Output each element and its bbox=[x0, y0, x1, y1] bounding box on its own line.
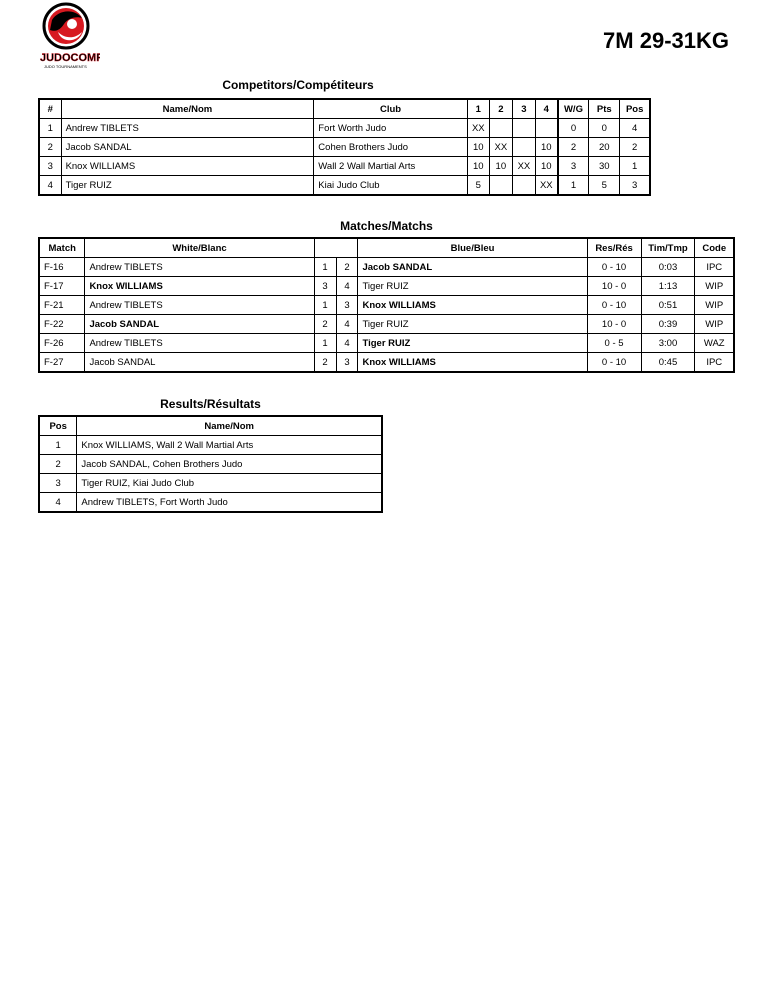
blue-competitor: Tiger RUIZ bbox=[358, 277, 587, 296]
header-wg: W/G bbox=[558, 99, 589, 119]
score-cell: XX bbox=[512, 157, 535, 176]
match-code: WIP bbox=[695, 315, 734, 334]
competitor-num: 2 bbox=[39, 138, 61, 157]
match-code: WIP bbox=[695, 277, 734, 296]
competitor-wg: 3 bbox=[558, 157, 589, 176]
white-number: 2 bbox=[314, 315, 336, 334]
score-cell: XX bbox=[489, 138, 512, 157]
match-result: 0 - 10 bbox=[587, 353, 641, 373]
result-pos: 4 bbox=[39, 493, 77, 513]
header-col-4: 4 bbox=[535, 99, 557, 119]
table-row bbox=[39, 334, 734, 353]
match-code: WIP bbox=[695, 296, 734, 315]
match-time: 0:51 bbox=[641, 296, 695, 315]
match-id: F-27 bbox=[39, 353, 85, 373]
match-id: F-22 bbox=[39, 315, 85, 334]
judocomp-logo bbox=[38, 2, 100, 70]
logo-subtext: JUDO TOURNAMENTS bbox=[44, 64, 87, 69]
match-id: F-16 bbox=[39, 258, 85, 277]
competitor-num: 3 bbox=[39, 157, 61, 176]
table-row bbox=[39, 277, 734, 296]
header-match: Match bbox=[39, 238, 85, 258]
score-cell: 10 bbox=[535, 157, 557, 176]
white-number: 1 bbox=[314, 296, 336, 315]
competitor-club: Wall 2 Wall Martial Arts bbox=[314, 157, 467, 176]
table-row bbox=[39, 157, 650, 176]
table-row bbox=[39, 119, 650, 138]
score-cell: XX bbox=[535, 176, 557, 196]
table-row bbox=[39, 353, 734, 373]
table-row bbox=[39, 474, 382, 493]
table-row bbox=[39, 436, 382, 455]
blue-number: 4 bbox=[336, 315, 358, 334]
white-competitor: Andrew TIBLETS bbox=[85, 258, 314, 277]
table-row bbox=[39, 176, 650, 196]
score-cell: 10 bbox=[467, 157, 489, 176]
table-row bbox=[39, 315, 734, 334]
matches-header-row bbox=[39, 238, 734, 258]
white-competitor: Andrew TIBLETS bbox=[85, 296, 314, 315]
score-cell bbox=[489, 119, 512, 138]
competitor-pos: 3 bbox=[620, 176, 650, 196]
table-row bbox=[39, 493, 382, 513]
blue-number: 4 bbox=[336, 334, 358, 353]
white-number: 1 bbox=[314, 334, 336, 353]
logo-emblem-icon bbox=[38, 2, 100, 70]
competitors-table bbox=[38, 98, 651, 196]
competitors-header-row bbox=[39, 99, 650, 119]
competitor-name: Andrew TIBLETS bbox=[61, 119, 314, 138]
competitor-wg: 1 bbox=[558, 176, 589, 196]
results-title: Results/Résultats bbox=[160, 397, 261, 411]
score-cell: 10 bbox=[467, 138, 489, 157]
competitor-pts: 20 bbox=[589, 138, 620, 157]
logo-text: JUDOCOMP bbox=[40, 52, 100, 64]
match-id: F-26 bbox=[39, 334, 85, 353]
match-result: 10 - 0 bbox=[587, 277, 641, 296]
result-name: Tiger RUIZ, Kiai Judo Club bbox=[77, 474, 382, 493]
category-title: 7M 29-31KG bbox=[603, 28, 729, 53]
match-id: F-21 bbox=[39, 296, 85, 315]
header-name: Name/Nom bbox=[61, 99, 314, 119]
match-code: IPC bbox=[695, 353, 734, 373]
white-number: 3 bbox=[314, 277, 336, 296]
match-result: 0 - 10 bbox=[587, 258, 641, 277]
match-time: 0:39 bbox=[641, 315, 695, 334]
competitor-club: Kiai Judo Club bbox=[314, 176, 467, 196]
blue-competitor: Tiger RUIZ bbox=[358, 315, 587, 334]
header-code: Code bbox=[695, 238, 734, 258]
match-result: 10 - 0 bbox=[587, 315, 641, 334]
competitor-wg: 0 bbox=[558, 119, 589, 138]
header-pts: Pts bbox=[589, 99, 620, 119]
competitor-club: Fort Worth Judo bbox=[314, 119, 467, 138]
score-cell bbox=[535, 119, 557, 138]
header-blue: Blue/Bleu bbox=[358, 238, 587, 258]
header-col-2: 2 bbox=[489, 99, 512, 119]
competitor-pos: 1 bbox=[620, 157, 650, 176]
competitor-num: 1 bbox=[39, 119, 61, 138]
result-pos: 3 bbox=[39, 474, 77, 493]
competitor-pos: 2 bbox=[620, 138, 650, 157]
score-cell bbox=[512, 176, 535, 196]
header-spacer bbox=[336, 238, 358, 258]
header-white: White/Blanc bbox=[85, 238, 314, 258]
competitor-wg: 2 bbox=[558, 138, 589, 157]
header-club: Club bbox=[314, 99, 467, 119]
competitor-name: Jacob SANDAL bbox=[61, 138, 314, 157]
white-competitor: Knox WILLIAMS bbox=[85, 277, 314, 296]
score-cell: 5 bbox=[467, 176, 489, 196]
table-row bbox=[39, 258, 734, 277]
blue-competitor: Tiger RUIZ bbox=[358, 334, 587, 353]
competitor-pts: 0 bbox=[589, 119, 620, 138]
match-result: 0 - 5 bbox=[587, 334, 641, 353]
match-time: 0:03 bbox=[641, 258, 695, 277]
match-id: F-17 bbox=[39, 277, 85, 296]
blue-competitor: Knox WILLIAMS bbox=[358, 296, 587, 315]
header-pos: Pos bbox=[39, 416, 77, 436]
competitor-name: Tiger RUIZ bbox=[61, 176, 314, 196]
table-row bbox=[39, 296, 734, 315]
matches-table bbox=[38, 237, 735, 373]
blue-number: 2 bbox=[336, 258, 358, 277]
competitors-title: Competitors/Compétiteurs bbox=[222, 78, 374, 92]
result-pos: 1 bbox=[39, 436, 77, 455]
blue-number: 3 bbox=[336, 353, 358, 373]
result-name: Jacob SANDAL, Cohen Brothers Judo bbox=[77, 455, 382, 474]
matches-title: Matches/Matchs bbox=[340, 219, 433, 233]
match-time: 0:45 bbox=[641, 353, 695, 373]
white-competitor: Jacob SANDAL bbox=[85, 353, 314, 373]
header-col-3: 3 bbox=[512, 99, 535, 119]
header-num: # bbox=[39, 99, 61, 119]
match-code: IPC bbox=[695, 258, 734, 277]
competitor-pos: 4 bbox=[620, 119, 650, 138]
competitor-num: 4 bbox=[39, 176, 61, 196]
competitor-name: Knox WILLIAMS bbox=[61, 157, 314, 176]
results-header-row bbox=[39, 416, 382, 436]
match-result: 0 - 10 bbox=[587, 296, 641, 315]
header-spacer bbox=[314, 238, 336, 258]
score-cell: 10 bbox=[535, 138, 557, 157]
header-time: Tim/Tmp bbox=[641, 238, 695, 258]
white-competitor: Andrew TIBLETS bbox=[85, 334, 314, 353]
score-cell: 10 bbox=[489, 157, 512, 176]
score-cell bbox=[489, 176, 512, 196]
blue-number: 4 bbox=[336, 277, 358, 296]
score-cell: XX bbox=[467, 119, 489, 138]
header-res: Res/Rés bbox=[587, 238, 641, 258]
header-pos: Pos bbox=[620, 99, 650, 119]
blue-competitor: Knox WILLIAMS bbox=[358, 353, 587, 373]
white-competitor: Jacob SANDAL bbox=[85, 315, 314, 334]
result-name: Knox WILLIAMS, Wall 2 Wall Martial Arts bbox=[77, 436, 382, 455]
score-cell bbox=[512, 138, 535, 157]
competitor-club: Cohen Brothers Judo bbox=[314, 138, 467, 157]
blue-competitor: Jacob SANDAL bbox=[358, 258, 587, 277]
competitor-pts: 30 bbox=[589, 157, 620, 176]
match-time: 3:00 bbox=[641, 334, 695, 353]
blue-number: 3 bbox=[336, 296, 358, 315]
white-number: 2 bbox=[314, 353, 336, 373]
match-code: WAZ bbox=[695, 334, 734, 353]
white-number: 1 bbox=[314, 258, 336, 277]
results-table bbox=[38, 415, 383, 513]
competitor-pts: 5 bbox=[589, 176, 620, 196]
table-row bbox=[39, 455, 382, 474]
result-name: Andrew TIBLETS, Fort Worth Judo bbox=[77, 493, 382, 513]
table-row bbox=[39, 138, 650, 157]
result-pos: 2 bbox=[39, 455, 77, 474]
score-cell bbox=[512, 119, 535, 138]
header-col-1: 1 bbox=[467, 99, 489, 119]
match-time: 1:13 bbox=[641, 277, 695, 296]
header-name: Name/Nom bbox=[77, 416, 382, 436]
